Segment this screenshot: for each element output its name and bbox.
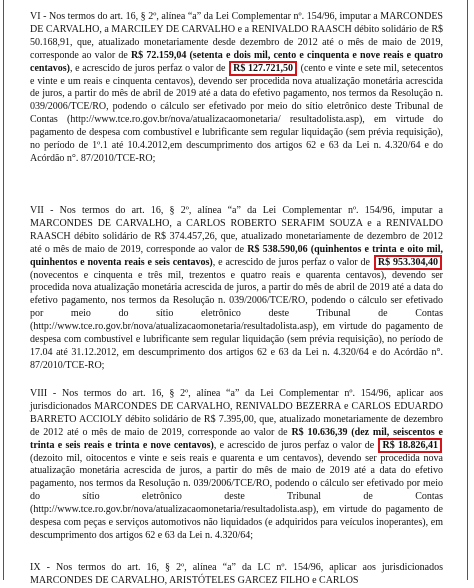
- paragraph-vii-text: VII - Nos termos do art. 16, § 2º, alínea “a” da Lei Complementar nº. 154/96, imputar a MARCONDES DE CARVALHO, a CARLOS ROBERTO SERAFIM SOUZA e a RENIVALDO RAASCH débito solidário de R$ 374.457,26, que, atualizado monetariamente de dezembro de 2012 até o mês de maio de 2019, corresponde ao valor de: [30, 205, 443, 255]
- highlighted-total-vii: R$ 953.304,40: [374, 255, 442, 270]
- paragraph-ix-text: IX - Nos termos do art. 16, § 2º, alínea “a” da LC nº. 154/96, aplicar aos jurisdicionados MARCONDES DE CARVALHO, ARISTÓTELES GARCEZ FILHO e CARLOS: [30, 562, 443, 586]
- highlighted-total-vi: R$ 127.721,50: [229, 61, 297, 76]
- paragraph-vi: [30, 11, 443, 166]
- paragraph-vii-bold-amount: R$ 538.590,06 (quinhentos e trinta e oito mil, quinhentos e noventa reais e seis centavos): [30, 243, 443, 268]
- paragraph-vii: [30, 205, 443, 373]
- paragraph-vii-juros-text: , e acrescido de juros perfaz o valor de: [212, 256, 373, 268]
- paragraph-viii-rest: (dezoito mil, oitocentos e vinte e seis reais e quarenta e um centavos), devendo ser procedida nova atualização monetária acrescida de juros, a partir do mês de maio de 2019 até a data do efetivo pagamento, nos termos da Resolução n. 039/2006/TCE/RO, podendo o cálculo ser efetivado por meio do sítio eletrônico deste Tribunal de Contas (http://www.tce.ro.gov.br/nova/atualizacaomonetaria/resultadolista.asp), em virtude do pagamento de despesa com peças e serviços automotivos não liquidados (e adquiridos para veículos inoperantes), em descumprimento dos artigos 62 e 63 da Lei n. 4.320/64;: [30, 452, 443, 541]
- paragraph-viii-juros-text: , e acrescido de juros perfaz o valor de: [213, 439, 378, 451]
- paragraph-vi-rest: (cento e vinte e sete mil, setecentos e vinte e um reais e cinquenta centavos), devendo ser procedida nova atualização monetária acrescida de juros, a partir do mês de abril de 2019 até a data do efetivo pagamento, nos termos da Resolução n. 039/2006/TCE/RO, podendo o cálculo ser efetivado por meio do sítio eletrônico deste Tribunal de Contas (http://www.tce.ro.gov.br/nova/atualizacaomonetaria/ resultadolista.asp), em virtude do pagamento de despesa com combustível e lubrificante sem regular liquidação (sem prévia requisição), no período de 1º.1 até 10.4.2012,em descumprimento dos artigos 62 e 63 da Lei n. 4.320/64 e do Acórdão n°. 87/2010/TCE-RO;: [30, 62, 443, 164]
- paragraph-vi-bold-amount: R$ 72.159,04 (setenta e dois mil, cento e cinquenta e nove reais e quatro centavos): [30, 49, 443, 74]
- page-border-left: [3, 0, 4, 580]
- paragraph-viii-text: VIII - Nos termos do art. 16, § 2º, alínea “a” da Lei Complementar nº. 154/96, aplicar aos jurisdicionados MARCONDES DE CARVALHO, RENIVALDO BEZERRA e CARLOS EDUARDO BARRETO ACCIOLY débito solidário de R$ 7.395,00, que, atualizado monetariamente de dezembro de 2012 até o mês de maio de 2019, corresponde ao valor de: [30, 388, 443, 438]
- paragraph-ix: [30, 562, 443, 588]
- highlighted-total-viii: R$ 18.826,41: [378, 438, 442, 453]
- paragraph-viii-bold-amount: R$ 10.636,39 (dez mil, seiscentos e trinta e seis reais e trinta e nove centavos): [30, 426, 443, 451]
- page-border-right: [467, 0, 468, 580]
- paragraph-vi-juros-text: , e acrescido de juros perfaz o valor de: [70, 62, 229, 74]
- paragraph-vi-text: VI - Nos termos do art. 16, § 2º, alínea “a” da Lei Complementar nº. 154/96, imputar a MARCONDES DE CARVALHO, a MARCILEY DE CARVALHO e a RENIVALDO RAASCH débito solidário de R$ 50.168,91, que, atualizado monetariamente desde dezembro de 2012 até o mês de maio de 2019, corresponde ao valor de: [30, 11, 443, 61]
- paragraph-viii: [30, 388, 443, 543]
- paragraph-vii-rest: (novecentos e cinquenta e três mil, trezentos e quatro reais e quarenta centavos), devendo ser procedida nova atualização monetária acrescida de juros, a partir do mês de abril de 2019 até a data do efetivo pagamento, nos termos da Resolução n. 039/2006/TCE/RO, podendo o cálculo ser efetivado por meio do sítio eletrônico deste Tribunal de Contas (http://www.tce.ro.gov.br/nova/atualizacaomonetaria/resultadolista.asp), em virtude do pagamento de despesa com combustível e lubrificante sem regular liquidação (sem prévia requisição), no período de 17.04 até 31.12.2012, em descumprimento dos artigos 62 e 63 da Lei n. 4.320/64 e do Acórdão n°. 87/2010/TCE-RO;: [30, 269, 443, 371]
